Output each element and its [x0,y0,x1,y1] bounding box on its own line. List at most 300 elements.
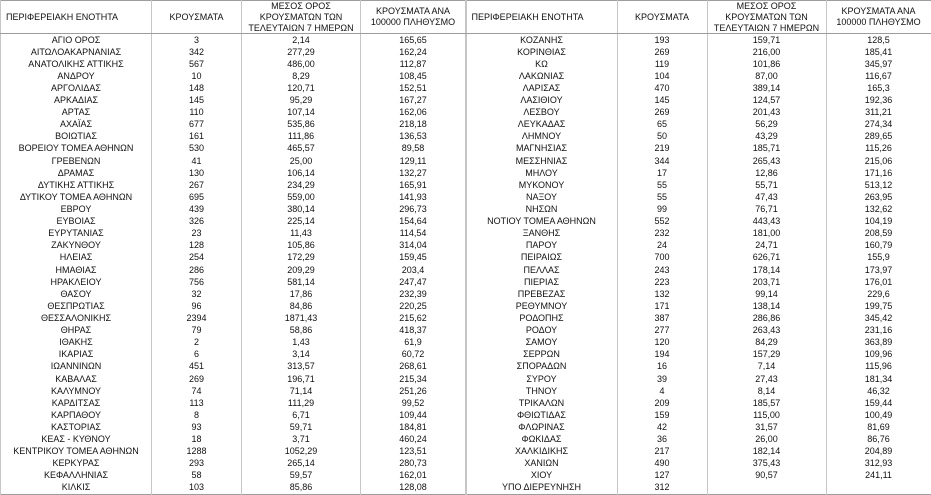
table-row [466,82,931,94]
table-row [1,216,466,228]
table-row [1,300,466,312]
table-row [466,167,931,179]
value-cell: 132,62 [826,203,931,215]
value-cell: 136,53 [361,131,466,143]
value-cell: 380,14 [242,203,361,215]
value-cell: 345,97 [826,58,931,70]
table-row [1,288,466,300]
value-cell: 159,71 [707,34,826,46]
value-cell: 148 [152,82,242,94]
table-row [466,143,931,155]
value-cell: 535,86 [242,119,361,131]
value-cell: 312,93 [826,458,931,470]
value-cell: 451 [152,361,242,373]
value-cell: 387 [617,312,707,324]
region-cell: ΡΕΘΥΜΝΟΥ [466,300,617,312]
table-row [466,470,931,482]
value-cell: 46,32 [826,385,931,397]
value-cell: 157,29 [707,349,826,361]
value-cell: 313,57 [242,361,361,373]
table-row [1,179,466,191]
value-cell: 700 [617,252,707,264]
region-cell: ΦΛΩΡΙΝΑΣ [466,421,617,433]
table-body-left [1,34,466,495]
region-cell: ΚΟΡΙΝΘΙΑΣ [466,46,617,58]
value-cell: 119 [617,58,707,70]
value-cell: 115,96 [826,361,931,373]
region-cell: ΧΑΝΙΩΝ [466,458,617,470]
region-cell: ΘΕΣΣΑΛΟΝΙΚΗΣ [1,312,152,324]
value-cell: 36 [617,434,707,446]
value-cell: 132 [617,288,707,300]
table-row [1,385,466,397]
value-cell: 176,01 [826,276,931,288]
value-cell: 247,47 [361,276,466,288]
value-cell: 58 [152,470,242,482]
value-cell: 6,71 [242,409,361,421]
value-cell: 108,45 [361,70,466,82]
region-cell: ΚΩ [466,58,617,70]
value-cell: 286 [152,264,242,276]
value-cell: 1288 [152,446,242,458]
value-cell: 159 [617,409,707,421]
table-body-right [466,34,931,495]
value-cell: 17,86 [242,288,361,300]
value-cell: 460,24 [361,434,466,446]
table-row [466,34,931,46]
value-cell: 486,00 [242,58,361,70]
header-cases: ΚΡΟΥΣΜΑΤΑ [617,1,707,34]
region-cell: ΠΕΙΡΑΙΩΣ [466,252,617,264]
value-cell: 229,6 [826,288,931,300]
value-cell: 159,45 [361,252,466,264]
header-region: ΠΕΡΙΦΕΡΕΙΑΚΗ ΕΝΟΤΗΤΑ [1,1,152,34]
value-cell: 184,81 [361,421,466,433]
region-cell: ΙΘΑΚΗΣ [1,337,152,349]
value-cell: 128 [152,240,242,252]
value-cell: 84,86 [242,300,361,312]
cases-table-right [466,0,931,495]
table-row [466,191,931,203]
table-row [466,240,931,252]
table-row [466,228,931,240]
value-cell: 232 [617,228,707,240]
table-row [1,252,466,264]
value-cell: 3 [152,34,242,46]
value-cell: 124,57 [707,94,826,106]
value-cell: 241,11 [826,470,931,482]
value-cell: 120 [617,337,707,349]
region-cell: ΚΕΦΑΛΛΗΝΙΑΣ [1,470,152,482]
value-cell: 296,73 [361,203,466,215]
value-cell: 59,57 [242,470,361,482]
region-cell: ΒΟΡΕΙΟΥ ΤΟΜΕΑ ΑΘΗΝΩΝ [1,143,152,155]
value-cell: 106,14 [242,167,361,179]
value-cell: 145 [617,94,707,106]
value-cell: 443,43 [707,216,826,228]
region-cell: ΠΕΛΛΑΣ [466,264,617,276]
region-cell: ΑΙΤΩΛΟΑΚΑΡΝΑΝΙΑΣ [1,46,152,58]
value-cell: 677 [152,119,242,131]
table-row [466,276,931,288]
value-cell: 11,43 [242,228,361,240]
region-cell: ΘΑΣΟΥ [1,288,152,300]
table-row [466,300,931,312]
region-cell: ΘΗΡΑΣ [1,325,152,337]
table-right-panel [466,0,931,495]
value-cell: 274,34 [826,119,931,131]
value-cell: 109,96 [826,349,931,361]
value-cell: 293 [152,458,242,470]
value-cell: 130 [152,167,242,179]
value-cell: 513,12 [826,179,931,191]
header-per-100k: ΚΡΟΥΣΜΑΤΑ ΑΝΑ 100000 ΠΛΗΘΥΣΜΟ [826,1,931,34]
value-cell: 162,24 [361,46,466,58]
value-cell: 626,71 [707,252,826,264]
value-cell: 165,91 [361,179,466,191]
table-row [466,361,931,373]
value-cell: 171,16 [826,167,931,179]
value-cell: 277 [617,325,707,337]
value-cell: 2,14 [242,34,361,46]
value-cell: 265,14 [242,458,361,470]
value-cell: 100,49 [826,409,931,421]
value-cell: 218,18 [361,119,466,131]
table-row [1,373,466,385]
value-cell: 232,39 [361,288,466,300]
value-cell: 209 [617,397,707,409]
value-cell: 342 [152,46,242,58]
value-cell: 185,41 [826,46,931,58]
table-row [466,325,931,337]
value-cell: 326 [152,216,242,228]
value-cell: 55 [617,191,707,203]
value-cell: 111,29 [242,397,361,409]
region-cell: ΑΓΙΟ ΟΡΟΣ [1,34,152,46]
value-cell: 39 [617,373,707,385]
value-cell: 24,71 [707,240,826,252]
value-cell: 314,04 [361,240,466,252]
value-cell: 225,14 [242,216,361,228]
value-cell: 581,14 [242,276,361,288]
value-cell: 16 [617,361,707,373]
value-cell: 8 [152,409,242,421]
table-row [466,312,931,324]
table-row [1,240,466,252]
region-cell: ΝΑΞΟΥ [466,191,617,203]
region-cell: ΑΝΔΡΟΥ [1,70,152,82]
table-row [466,458,931,470]
value-cell: 74 [152,385,242,397]
value-cell: 109,44 [361,409,466,421]
value-cell: 111,86 [242,131,361,143]
value-cell: 311,21 [826,107,931,119]
value-cell: 263,43 [707,325,826,337]
value-cell: 199,75 [826,300,931,312]
table-row [1,482,466,495]
value-cell: 269 [152,373,242,385]
table-row [466,107,931,119]
table-row [466,252,931,264]
region-cell: ΤΗΝΟΥ [466,385,617,397]
value-cell: 87,00 [707,70,826,82]
table-row [1,82,466,94]
value-cell: 265,43 [707,155,826,167]
value-cell: 43,29 [707,131,826,143]
table-row [1,203,466,215]
region-cell: ΑΧΑΪΑΣ [1,119,152,131]
value-cell: 99,14 [707,288,826,300]
region-cell: ΦΩΚΙΔΑΣ [466,434,617,446]
value-cell: 185,57 [707,397,826,409]
value-cell: 1052,29 [242,446,361,458]
value-cell: 103 [152,482,242,495]
value-cell: 286,86 [707,312,826,324]
value-cell: 2 [152,337,242,349]
value-cell: 1,43 [242,337,361,349]
value-cell: 24 [617,240,707,252]
value-cell: 209,29 [242,264,361,276]
value-cell: 105,86 [242,240,361,252]
table-row [1,107,466,119]
value-cell: 363,89 [826,337,931,349]
table-row [466,131,931,143]
table-row [466,397,931,409]
value-cell: 115,26 [826,143,931,155]
region-cell: ΤΡΙΚΑΛΩΝ [466,397,617,409]
value-cell: 160,79 [826,240,931,252]
region-cell: ΔΥΤΙΚΟΥ ΤΟΜΕΑ ΑΘΗΝΩΝ [1,191,152,203]
value-cell: 55,71 [707,179,826,191]
value-cell: 208,59 [826,228,931,240]
value-cell: 154,64 [361,216,466,228]
value-cell: 128,5 [826,34,931,46]
value-cell: 172,29 [242,252,361,264]
value-cell: 178,14 [707,264,826,276]
region-cell: ΛΕΥΚΑΔΑΣ [466,119,617,131]
table-row [1,361,466,373]
value-cell: 93 [152,421,242,433]
value-cell: 90,57 [707,470,826,482]
value-cell: 141,93 [361,191,466,203]
value-cell: 1871,43 [242,312,361,324]
table-row [466,373,931,385]
value-cell: 254 [152,252,242,264]
value-cell: 567 [152,58,242,70]
value-cell: 116,67 [826,70,931,82]
value-cell: 277,29 [242,46,361,58]
region-cell: ΖΑΚΥΝΘΟΥ [1,240,152,252]
value-cell: 7,14 [707,361,826,373]
value-cell: 114,54 [361,228,466,240]
table-row [466,337,931,349]
table-row [1,397,466,409]
region-cell: ΚΙΛΚΙΣ [1,482,152,495]
value-cell: 193 [617,34,707,46]
table-row [1,458,466,470]
value-cell: 76,71 [707,203,826,215]
table-row [466,155,931,167]
value-cell: 120,71 [242,82,361,94]
table-row [466,349,931,361]
region-cell: ΚΑΛΥΜΝΟΥ [1,385,152,397]
value-cell: 42 [617,421,707,433]
table-row [466,179,931,191]
table-row [1,325,466,337]
region-cell: ΛΑΡΙΣΑΣ [466,82,617,94]
region-cell: ΛΑΚΩΝΙΑΣ [466,70,617,82]
value-cell: 182,14 [707,446,826,458]
value-cell: 171 [617,300,707,312]
value-cell: 289,65 [826,131,931,143]
region-cell: ΣΠΟΡΑΔΩΝ [466,361,617,373]
value-cell: 152,51 [361,82,466,94]
value-cell: 18 [152,434,242,446]
region-cell: ΜΑΓΝΗΣΙΑΣ [466,143,617,155]
value-cell: 96 [152,300,242,312]
header-row [1,1,466,34]
value-cell: 50 [617,131,707,143]
table-row [1,119,466,131]
value-cell: 203,4 [361,264,466,276]
table-row [466,434,931,446]
region-cell: ΛΕΣΒΟΥ [466,107,617,119]
value-cell: 269 [617,107,707,119]
value-cell: 3,71 [242,434,361,446]
value-cell: 470 [617,82,707,94]
value-cell: 110 [152,107,242,119]
value-cell: 47,43 [707,191,826,203]
value-cell: 465,57 [242,143,361,155]
region-cell: ΑΝΑΤΟΛΙΚΗΣ ΑΤΤΙΚΗΣ [1,58,152,70]
region-cell: ΗΡΑΚΛΕΙΟΥ [1,276,152,288]
region-cell: ΔΡΑΜΑΣ [1,167,152,179]
value-cell: 132,27 [361,167,466,179]
table-row [1,434,466,446]
value-cell: 159,44 [826,397,931,409]
value-cell: 234,29 [242,179,361,191]
header-cases: ΚΡΟΥΣΜΑΤΑ [152,1,242,34]
table-row [466,446,931,458]
value-cell: 263,95 [826,191,931,203]
value-cell: 756 [152,276,242,288]
value-cell: 216,00 [707,46,826,58]
value-cell: 267 [152,179,242,191]
value-cell: 162,01 [361,470,466,482]
region-cell: ΙΚΑΡΙΑΣ [1,349,152,361]
value-cell: 201,43 [707,107,826,119]
table-row [466,58,931,70]
region-cell: ΣΕΡΡΩΝ [466,349,617,361]
table-row [1,470,466,482]
value-cell: 6 [152,349,242,361]
region-cell: ΓΡΕΒΕΝΩΝ [1,155,152,167]
region-cell: ΚΑΡΔΙΤΣΑΣ [1,397,152,409]
value-cell: 31,57 [707,421,826,433]
value-cell: 203,71 [707,276,826,288]
value-cell [826,482,931,495]
header-row [466,1,931,34]
value-cell: 61,9 [361,337,466,349]
value-cell: 112,87 [361,58,466,70]
table-row [1,94,466,106]
value-cell: 86,76 [826,434,931,446]
region-cell: ΠΙΕΡΙΑΣ [466,276,617,288]
value-cell: 215,34 [361,373,466,385]
region-cell: ΠΑΡΟΥ [466,240,617,252]
region-cell: ΚΕΝΤΡΙΚΟΥ ΤΟΜΕΑ ΑΘΗΝΩΝ [1,446,152,458]
value-cell: 204,89 [826,446,931,458]
header-avg-7-days: ΜΕΣΟΣ ΟΡΟΣ ΚΡΟΥΣΜΑΤΩΝ ΤΩΝ ΤΕΛΕΥΤΑΙΩΝ 7 ΗΜΕΡΩΝ [242,1,361,34]
table-row [466,46,931,58]
region-cell: ΚΑΣΤΟΡΙΑΣ [1,421,152,433]
table-row [466,409,931,421]
region-cell: ΑΡΚΑΔΙΑΣ [1,94,152,106]
value-cell: 127 [617,470,707,482]
value-cell: 81,69 [826,421,931,433]
region-cell: ΗΜΑΘΙΑΣ [1,264,152,276]
table-row [1,409,466,421]
table-row [1,155,466,167]
table-row [466,385,931,397]
value-cell: 173,97 [826,264,931,276]
value-cell: 145 [152,94,242,106]
value-cell: 439 [152,203,242,215]
region-cell: ΘΕΣΠΡΩΤΙΑΣ [1,300,152,312]
value-cell: 41 [152,155,242,167]
region-cell: ΡΟΔΟΥ [466,325,617,337]
region-cell: ΚΟΖΑΝΗΣ [466,34,617,46]
value-cell: 181,34 [826,373,931,385]
table-row [1,446,466,458]
value-cell: 99 [617,203,707,215]
value-cell: 223 [617,276,707,288]
region-cell: ΣΥΡΟΥ [466,373,617,385]
value-cell: 4 [617,385,707,397]
value-cell: 196,71 [242,373,361,385]
value-cell: 65 [617,119,707,131]
region-cell: ΠΡΕΒΕΖΑΣ [466,288,617,300]
value-cell: 55 [617,179,707,191]
table-row [1,264,466,276]
value-cell: 128,08 [361,482,466,495]
value-cell: 251,26 [361,385,466,397]
region-cell: ΚΕΡΚΥΡΑΣ [1,458,152,470]
table-row [466,288,931,300]
value-cell: 194 [617,349,707,361]
value-cell: 181,00 [707,228,826,240]
value-cell: 71,14 [242,385,361,397]
value-cell: 89,58 [361,143,466,155]
region-cell: ΝΗΣΩΝ [466,203,617,215]
table-row [1,46,466,58]
value-cell: 217 [617,446,707,458]
value-cell: 344 [617,155,707,167]
region-cell: ΧΙΟΥ [466,470,617,482]
value-cell: 192,36 [826,94,931,106]
value-cell: 418,37 [361,325,466,337]
value-cell: 23 [152,228,242,240]
value-cell: 104 [617,70,707,82]
header-region: ΠΕΡΙΦΕΡΕΙΑΚΗ ΕΝΟΤΗΤΑ [466,1,617,34]
region-cell: ΕΥΒΟΙΑΣ [1,216,152,228]
value-cell: 243 [617,264,707,276]
value-cell: 695 [152,191,242,203]
value-cell: 115,00 [707,409,826,421]
region-cell: ΛΗΜΝΟΥ [466,131,617,143]
table-row [466,94,931,106]
table-row [1,421,466,433]
